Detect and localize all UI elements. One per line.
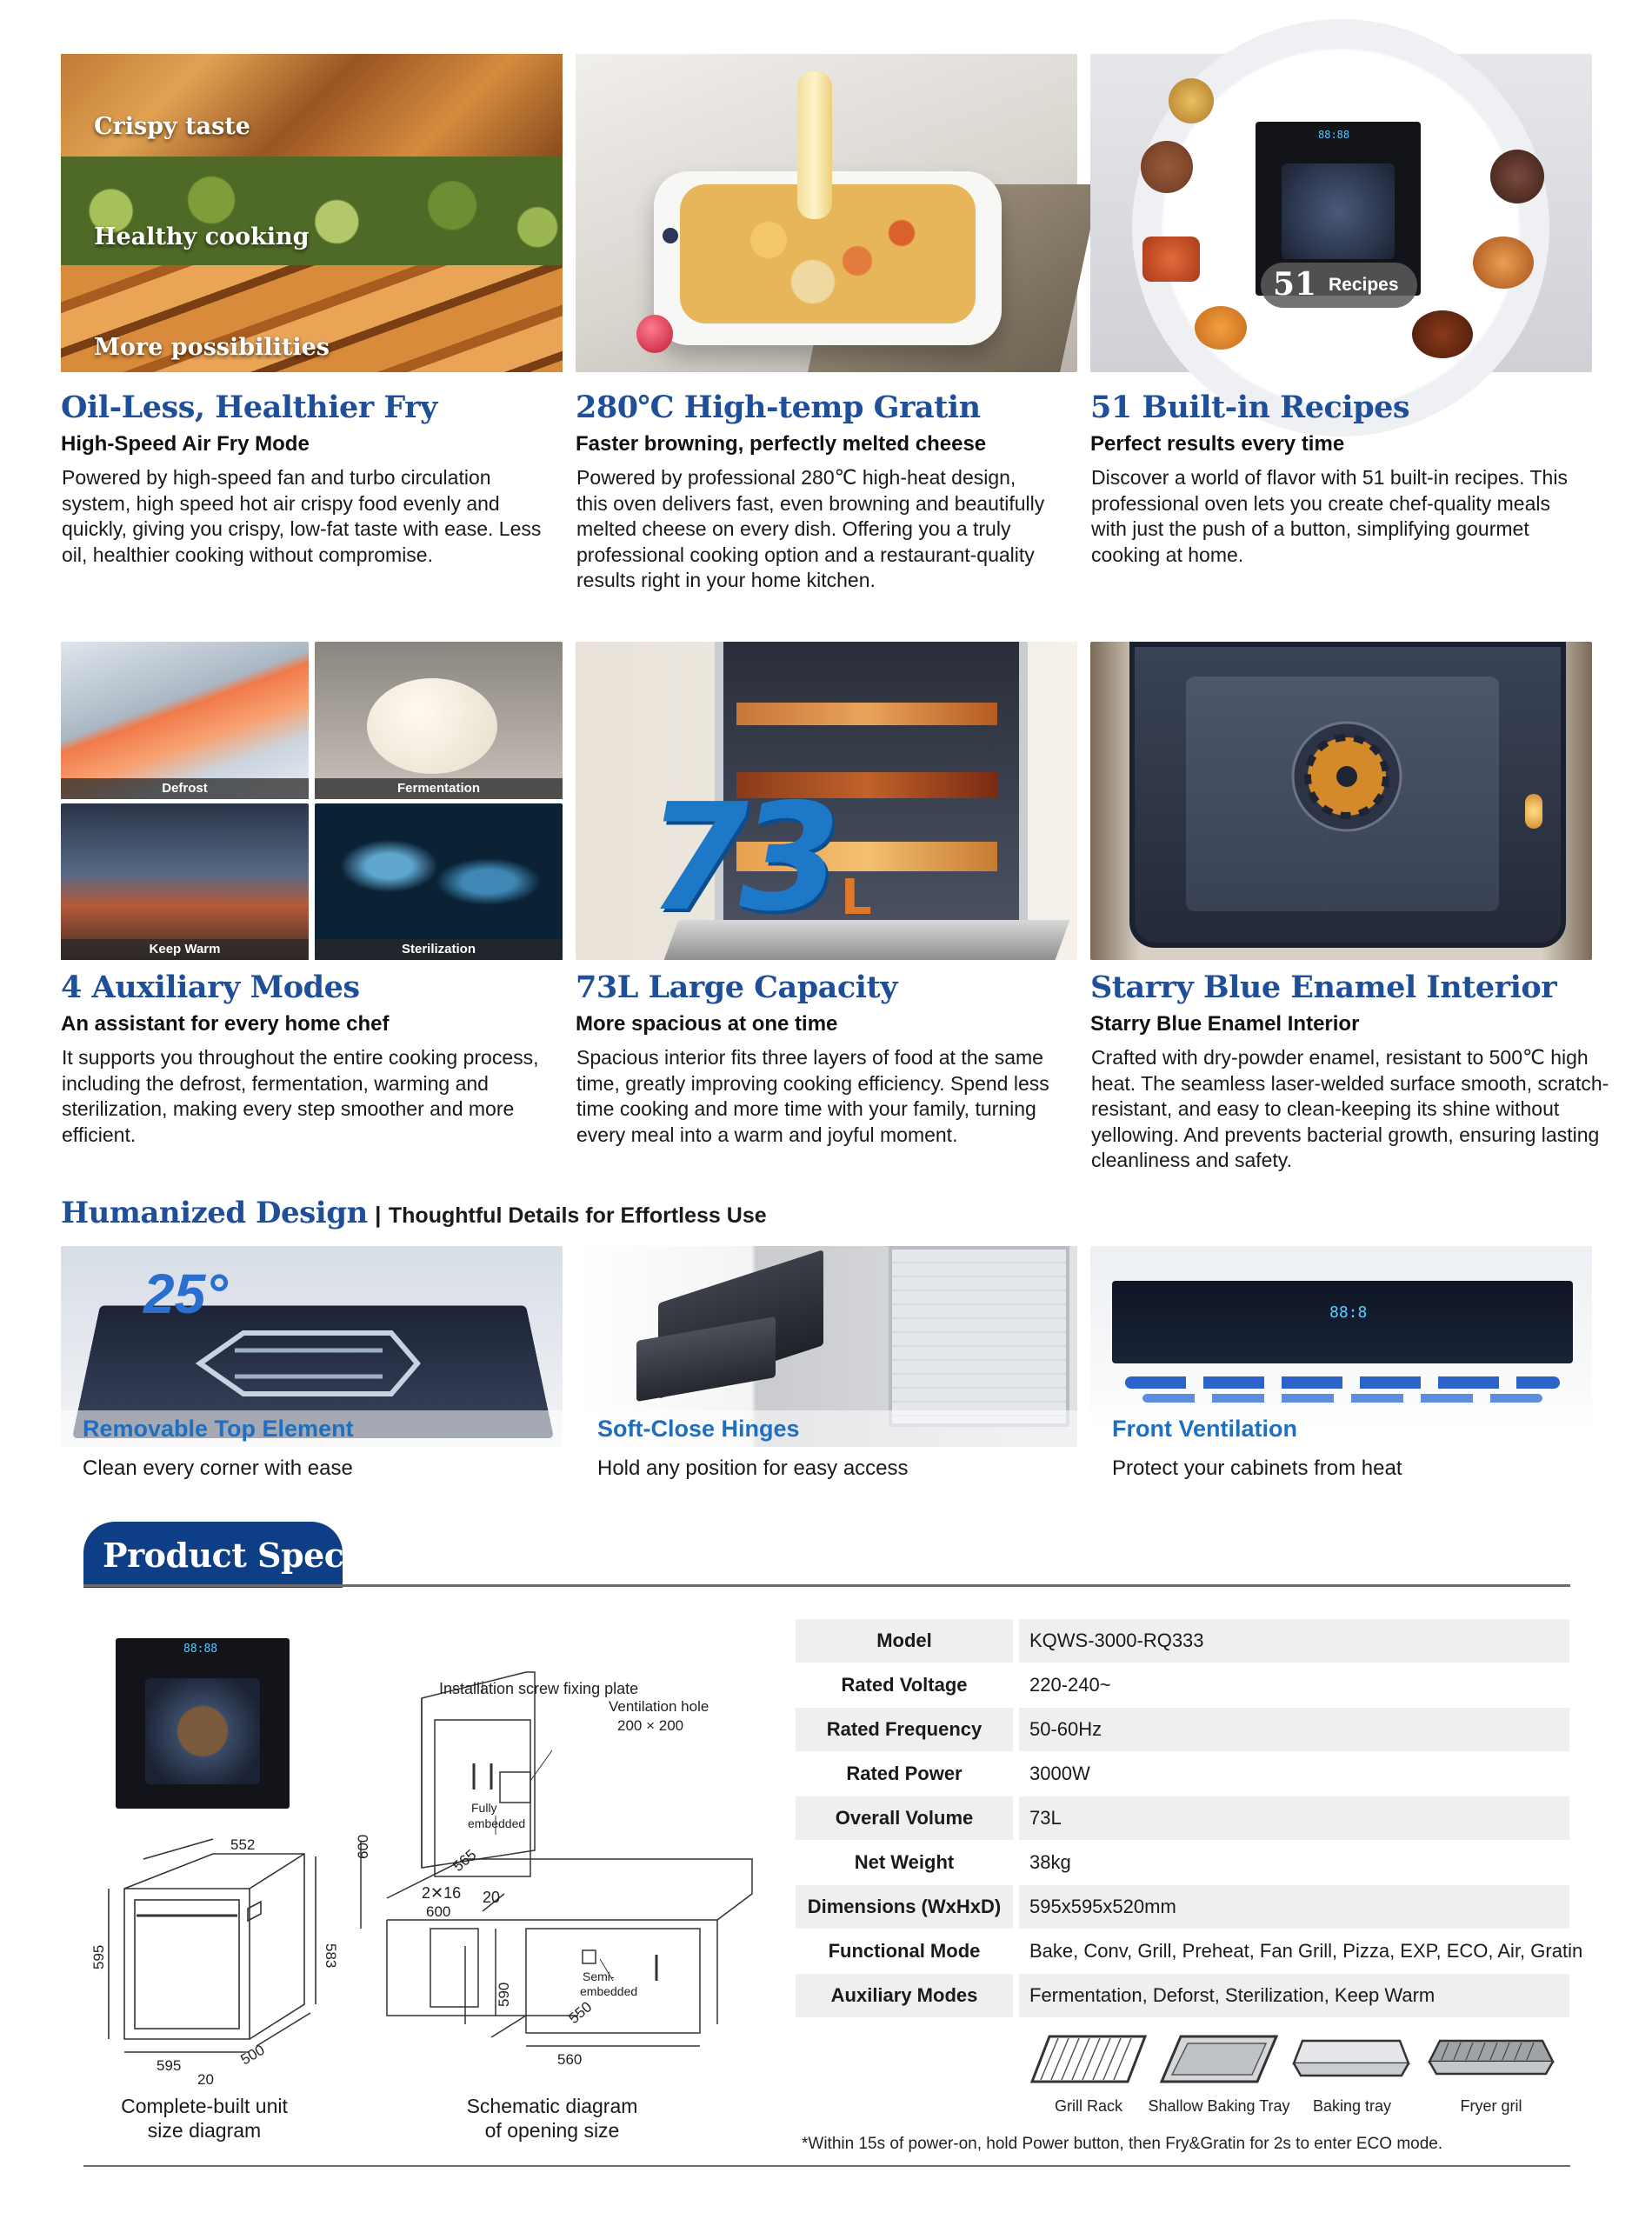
schematic-caption <box>435 2094 669 2143</box>
dish-3 <box>1195 306 1247 350</box>
crispy-food-band <box>61 54 563 157</box>
mode-sterilization-photo <box>315 803 563 960</box>
overlay-healthy-cooking: Healthy cooking <box>94 223 310 250</box>
mode-defrost-photo <box>61 642 309 799</box>
hinges-caption: Hold any position for easy access <box>597 1456 909 1480</box>
shallow-baking-tray-icon <box>1158 2033 1280 2085</box>
spec-key: Dimensions (WxHxD) <box>796 1885 1013 1929</box>
dish-5 <box>1473 237 1534 289</box>
sch-d565: 565 <box>450 1846 480 1876</box>
mode-defrost-label: Defrost <box>61 778 309 799</box>
spec-title: Product Spec <box>103 1536 344 1575</box>
mode-keep-warm-label: Keep Warm <box>61 939 309 960</box>
ventilation-caption: Protect your cabinets from heat <box>1112 1456 1402 1480</box>
badge-number: 51 <box>1273 266 1317 303</box>
spec-rule <box>83 1584 1570 1587</box>
spec-row <box>796 1663 1569 1707</box>
grill-rack-icon <box>1030 2033 1148 2085</box>
badge-text: Recipes <box>1329 275 1399 295</box>
mode-fermentation-label: Fermentation <box>315 778 563 799</box>
sch-h590: 590 <box>496 1982 512 2007</box>
humanized-title: Humanized Design <box>61 1196 368 1230</box>
overlay-more-possibilities: More possibilities <box>94 334 330 361</box>
title-capacity: 73L Large Capacity <box>576 970 897 1005</box>
dim-bottom: 595 <box>157 2057 182 2074</box>
title-enamel: Starry Blue Enamel Interior <box>1090 970 1557 1005</box>
raspberry <box>636 315 673 353</box>
sch-plate: Installation screw fixing plate <box>439 1680 639 1697</box>
spec-value: 50-60Hz <box>1019 1708 1569 1751</box>
spec-oven-window <box>145 1678 260 1784</box>
spec-key: Rated Frequency <box>796 1708 1013 1751</box>
humanized-heading <box>61 1196 767 1230</box>
heating-element-icon <box>191 1316 426 1411</box>
ventilation-photo <box>1090 1246 1592 1447</box>
capacity-unit: L <box>841 870 872 926</box>
body-capacity: Spacious interior fits three layers of food at the same time, greatly improving cooking efficiency. Spend less time cooking and more time with your family, turning every meal into a warm and joyful moment. <box>576 1046 1049 1146</box>
hinges-label: Soft-Close Hinges <box>576 1410 1077 1447</box>
spec-key: Rated Power <box>846 1763 963 1784</box>
schematic-diagram <box>352 1650 761 2068</box>
spec-value: 220-240~ <box>1029 1674 1111 1696</box>
body-gratin: Powered by professional 280℃ high-heat design, this oven delivers fast, even browning and beautifully melted cheese on every dish. Offering you a truly professional cooking option and a restaurant-quality results right in your home kitchen. <box>576 466 1045 591</box>
sch-semi1: Semi- <box>583 1969 615 1983</box>
spec-row <box>796 1752 1569 1796</box>
spec-row <box>796 1708 1569 1751</box>
oven-light <box>1525 794 1542 829</box>
mode-fermentation-photo <box>315 642 563 799</box>
capacity-number: 73 <box>631 772 844 944</box>
gratin-photo <box>576 54 1077 372</box>
spec-key: Model <box>796 1619 1013 1663</box>
hinge-cabinet <box>889 1246 1069 1427</box>
subtitle-capacity: More spacious at one time <box>576 1012 838 1036</box>
subtitle-recipes: Perfect results every time <box>1090 432 1345 456</box>
sch-g20: 20 <box>483 1889 501 1906</box>
spec-row <box>796 1841 1569 1884</box>
dish-6 <box>1412 310 1473 358</box>
spec-row <box>796 1929 1583 1973</box>
unit-size-diagram <box>83 1830 339 2088</box>
top-element-caption: Clean every corner with ease <box>83 1456 353 1480</box>
dish-1 <box>1141 141 1193 193</box>
mode-sterilization-label: Sterilization <box>315 939 563 960</box>
oven-mini-display: 88:88 <box>1318 129 1350 141</box>
sch-vent1: Ventilation hole <box>609 1698 709 1715</box>
spec-key: Auxiliary Modes <box>796 1974 1013 2017</box>
dim-depth: 500 <box>237 2041 268 2069</box>
overlay-crispy-taste: Crispy taste <box>94 113 250 140</box>
baking-tray-icon <box>1290 2037 1412 2081</box>
sch-semi2: embedded <box>580 1984 638 1998</box>
spec-oven-image <box>116 1638 290 1809</box>
dim-top: 552 <box>230 1836 256 1853</box>
dish-7 <box>1169 78 1214 123</box>
title-air-fry: Oil-Less, Healthier Fry <box>61 390 437 425</box>
body-air-fry: Powered by high-speed fan and turbo circulation system, high speed hot air crispy food evenly and quickly, giving you crispy, low-fat taste with ease. Less oil, healthier cooking without compromise. <box>62 466 542 566</box>
accessory-shallow-baking-tray: Shallow Baking Tray <box>1148 2097 1290 2115</box>
body-enamel: Crafted with dry-powder enamel, resistant to 500℃ high heat. The seamless laser-welded surface smooth, scratch-resistant, and easy to clean-keeping its shine without yellowing. And prevents bacterial growth, ensuring lasting cleanliness and safety. <box>1091 1046 1609 1171</box>
schematic-caption-line2: of opening size <box>484 2119 620 2142</box>
recipes-badge <box>1261 263 1417 308</box>
spec-value: 38kg <box>1029 1851 1071 1873</box>
accessory-grill-rack: Grill Rack <box>1054 2097 1122 2115</box>
eco-note: *Within 15s of power-on, hold Power button, then Fry&Gratin for 2s to enter ECO mode. <box>802 2135 1443 2153</box>
enamel-photo <box>1090 642 1592 960</box>
door-open-2 <box>636 1316 776 1402</box>
sch-w600: 600 <box>426 1903 451 1920</box>
sch-w560: 560 <box>557 2051 583 2068</box>
cheese-pull <box>797 71 832 219</box>
ventilation-display: 88:8 <box>1329 1303 1368 1322</box>
spec-row <box>796 1796 1569 1840</box>
angle-label: 25° <box>143 1263 228 1325</box>
air-flow-1 <box>1125 1376 1560 1389</box>
spec-value: KQWS-3000-RQ333 <box>1019 1619 1569 1663</box>
sch-fully2: embedded <box>468 1816 526 1830</box>
sch-gap: 2✕16 <box>422 1884 462 1902</box>
spec-key: Net Weight <box>854 1851 955 1873</box>
unit-caption-line2: size diagram <box>147 2119 262 2142</box>
dim-left: 595 <box>90 1944 107 1969</box>
recipes-photo <box>1090 54 1592 372</box>
sch-h600: 600 <box>355 1834 371 1859</box>
top-element-photo <box>61 1246 563 1447</box>
unit-caption-line1: Complete-built unit <box>121 2095 288 2117</box>
bottom-rule <box>83 2165 1570 2167</box>
accessory-fryer-grill: Fryer gril <box>1460 2097 1522 2115</box>
accessory-baking-tray: Baking tray <box>1312 2097 1392 2115</box>
spec-row <box>796 1619 1569 1663</box>
humanized-subtitle: Thoughtful Details for Effortless Use <box>388 1203 767 1228</box>
title-gratin: 280℃ High-temp Gratin <box>576 390 981 425</box>
title-recipes: 51 Built-in Recipes <box>1090 390 1410 425</box>
ventilation-label: Front Ventilation <box>1090 1410 1592 1447</box>
sch-vent2: 200 × 200 <box>617 1717 684 1734</box>
capacity-photo <box>576 642 1077 960</box>
spec-value: Fermentation, Deforst, Sterilization, Keep Warm <box>1019 1974 1569 2017</box>
control-panel <box>1112 1281 1573 1363</box>
spec-key: Overall Volume <box>796 1796 1013 1840</box>
spec-value: 3000W <box>1029 1763 1090 1784</box>
spec-value: 595x595x520mm <box>1019 1885 1569 1929</box>
spec-value: Bake, Conv, Grill, Preheat, Fan Grill, Pizza, EXP, ECO, Air, Gratin <box>1029 1940 1583 1962</box>
body-recipes: Discover a world of flavor with 51 built-in recipes. This professional oven lets you create chef-quality meals with just the push of a button, simplifying gourmet cooking at home. <box>1091 466 1568 566</box>
top-element-label: Removable Top Element <box>61 1410 563 1447</box>
sch-fully1: Fully <box>471 1801 497 1815</box>
spec-row <box>796 1885 1569 1929</box>
humanized-separator: | <box>375 1202 382 1228</box>
spec-key: Functional Mode <box>828 1940 981 1962</box>
hinges-photo <box>576 1246 1077 1447</box>
dish-2 <box>1142 237 1200 282</box>
subtitle-enamel: Starry Blue Enamel Interior <box>1090 1012 1360 1036</box>
spec-row <box>796 1974 1569 2017</box>
tray-1 <box>736 703 997 725</box>
body-aux-modes: It supports you throughout the entire cooking process, including the defrost, fermentation, warming and sterilization, making every step smoother and more efficient. <box>62 1046 539 1146</box>
dim-foot: 20 <box>197 2071 214 2088</box>
dim-right: 583 <box>323 1943 339 1969</box>
spec-value: 73L <box>1019 1796 1569 1840</box>
spec-key: Rated Voltage <box>841 1674 968 1696</box>
oven-mini-window <box>1282 163 1395 259</box>
mode-keep-warm-photo <box>61 803 309 960</box>
unit-caption <box>87 2094 322 2143</box>
air-fry-photo <box>61 54 563 372</box>
subtitle-aux-modes: An assistant for every home chef <box>61 1012 390 1036</box>
blueberry <box>663 228 678 243</box>
dish-4 <box>1490 150 1544 203</box>
schematic-caption-line1: Schematic diagram <box>466 2095 638 2117</box>
sch-d550: 550 <box>565 1998 596 2028</box>
air-flow-2 <box>1142 1394 1542 1403</box>
spec-oven-display: 88:88 <box>183 1643 218 1656</box>
title-aux-modes: 4 Auxiliary Modes <box>61 970 360 1005</box>
dough-ball <box>367 678 497 774</box>
aux-modes-grid <box>61 642 563 960</box>
fryer-grill-icon <box>1426 2037 1556 2081</box>
convection-fan-icon <box>1290 720 1403 833</box>
subtitle-gratin: Faster browning, perfectly melted cheese <box>576 432 987 456</box>
subtitle-air-fry: High-Speed Air Fry Mode <box>61 432 310 456</box>
